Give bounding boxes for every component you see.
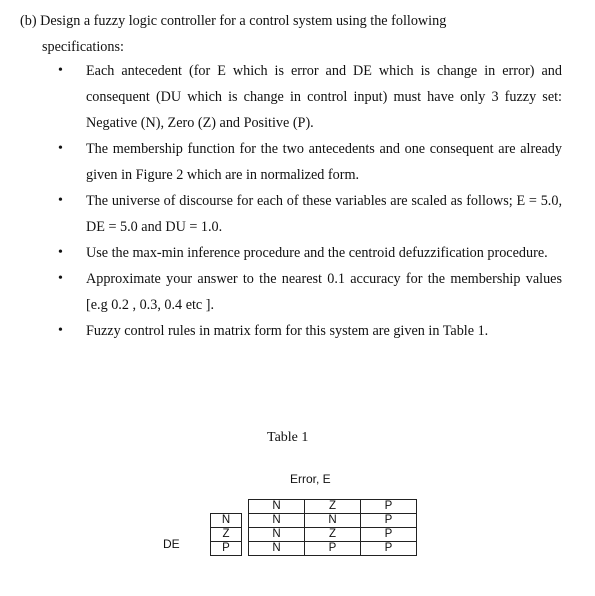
specification-item [58,318,562,344]
table-gap [242,514,249,528]
question-intro-line2: specifications: [42,39,124,55]
specification-item [58,58,562,136]
specification-list [58,58,562,344]
table-row [211,514,417,528]
specification-text: Approximate your answer to the nearest 0.1 accuracy for the membership values [e.g 0.2 , 0.3, 0.4 etc ]. [86,271,562,313]
row-header: Z [211,528,242,542]
bullet-icon: • [58,271,63,286]
specification-item [58,136,562,188]
table-cell: N [249,528,305,542]
column-header: N [249,500,305,514]
question-intro-line1: (b) Design a fuzzy logic controller for a control system using the following [20,13,447,29]
table-cell: N [249,514,305,528]
table-corner [211,500,242,514]
table-cell: Z [305,528,361,542]
fuzzy-rules-table [210,499,417,556]
table-header-row [211,500,417,514]
specification-item [58,240,562,266]
table-cell: P [361,514,417,528]
specification-item [58,188,562,240]
table-cell: N [305,514,361,528]
specification-text: The universe of discourse for each of these variables are scaled as follows; E = 5.0, DE = 5.0 and DU = 1.0. [86,193,562,235]
row-header: N [211,514,242,528]
specification-text: Use the max-min inference procedure and the centroid defuzzification procedure. [86,245,548,261]
bullet-icon: • [58,141,63,156]
table-cell: N [249,542,305,556]
row-header: P [211,542,242,556]
specification-text: Each antecedent (for E which is error and DE which is change in error) and consequent (DU which is change in control input) must have only 3 fuzzy set: Negative (N), Zero (Z) and Positive (P). [86,63,562,131]
table-row [211,528,417,542]
table-cell: P [305,542,361,556]
specification-item [58,266,562,318]
table-cell: P [361,528,417,542]
table-gap [242,542,249,556]
column-axis-label: Error, E [290,472,331,486]
specification-text: Fuzzy control rules in matrix form for this system are given in Table 1. [86,323,489,339]
row-axis-label: DE [163,537,180,551]
table-gap [242,528,249,542]
column-header: P [361,500,417,514]
table-caption: Table 1 [267,430,309,445]
table-cell: P [361,542,417,556]
question-intro [20,8,562,60]
bullet-icon: • [58,63,63,78]
table-gap [242,500,249,514]
table-row [211,542,417,556]
bullet-icon: • [58,245,63,260]
bullet-icon: • [58,323,63,338]
column-header: Z [305,500,361,514]
specification-text: The membership function for the two antecedents and one consequent are already given in Figure 2 which are in normalized form. [86,141,562,183]
bullet-icon: • [58,193,63,208]
